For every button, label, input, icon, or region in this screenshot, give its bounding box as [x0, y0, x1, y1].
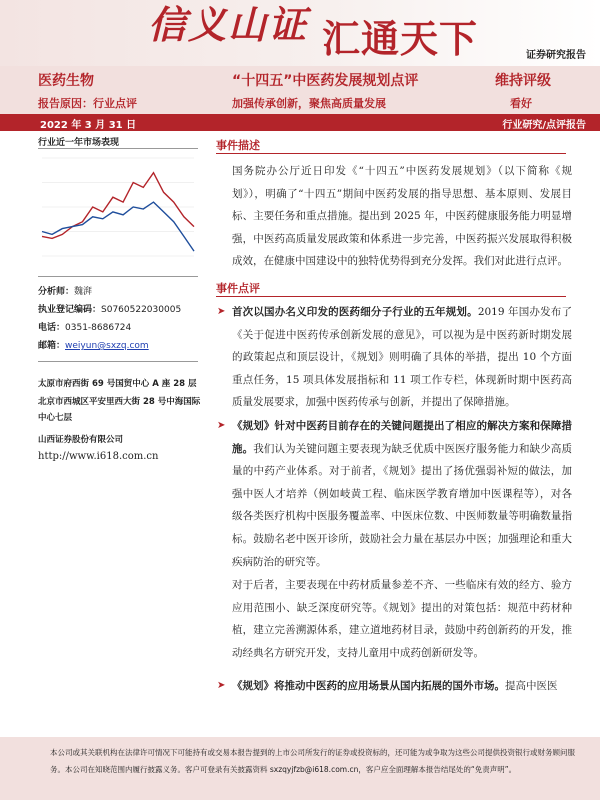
market-chart — [38, 150, 198, 270]
chart-title-wrap — [38, 135, 198, 148]
chart-series-line-2 — [42, 202, 194, 251]
paragraph-3: 对于后者，主要表现在中药材质量参差不齐、一些临床有效的经方、验方应用范围小、缺乏深度研究等。《规划》提出的对策包括：规范中药材种植，建立完善溯源体系，建立道地药材目录，鼓励中药创新药的开发，推动经典名方研究开发，支持儿童用中成药创新研发等。 — [232, 579, 572, 659]
bullet-2-lead: 《规划》针对中医药目前存在的关键问题提出了相应的解决方案和保障措施。 — [232, 420, 572, 455]
bullet-1-body: 2019 年国办发布了《关于促进中医药传承创新发展的意见》，可以视为是中医药新时期发展的政策起点和顶层设计，《规划》则明确了具体的举措，提出 10 个方面重点任务，15 项具体发展指标和 11 项工作专栏，体现新时期中医药高质量发展要求，加强中医药传承与创新，并提出了保障措施。 — [232, 306, 572, 409]
address-beijing: 北京市西城区平安里西大街 28 号中海国际中心七层 — [38, 397, 201, 423]
bullet-3-body: 提高中医医 — [505, 680, 558, 692]
phone-line — [38, 320, 131, 333]
divider — [38, 361, 198, 362]
report-reason: 报告原因：行业点评 — [38, 97, 137, 110]
analyst-line — [38, 284, 92, 297]
license-label: 执业登记编码： — [38, 305, 102, 315]
market-chart-svg — [38, 150, 198, 270]
analyst-name: 魏湃 — [74, 287, 93, 297]
bullet-3-lead: 《规划》将推动中医药的应用场景从国内拓展的国外市场。 — [232, 680, 505, 692]
section-heading-event: 事件描述 — [216, 139, 260, 152]
chart-title: 行业近一年市场表现 — [38, 138, 120, 148]
report-subtitle: 加强传承创新，聚焦高质量发展 — [232, 97, 386, 110]
disclaimer-text: 本公司或其关联机构在法律许可情况下可能持有或交易本报告提到的上市公司所发行的证券或投资标的，还可能为或争取为这些公司提供投资银行或财务顾问服务。本公司在知晓范围内履行披露义务。客户可登录有关披露资料 sxzqyjfzb@i618.com.cn，客户应全面理解本报告结尾处的“免责声明”。 — [50, 748, 575, 774]
bullet-paragraph-3 — [232, 675, 572, 698]
analyst-label: 分析师： — [38, 287, 75, 297]
bullet-arrow-icon: ➤ — [217, 306, 226, 317]
bullet-2-body: 我们认为关键问题主要表现为缺乏优质中医医疗服务能力和缺少高质量的中药产业体系。对于前者，《规划》提出了扬优强弱补短的做法，加强中医人才培养（例如岐黄工程、临床医学教育增加中医课程等），对各级各类医疗机构中医服务覆盖率、中医床位数、中医师数量等明确数量指标。鼓励名老中医开诊所，鼓励社会力量在基层办中医；加强理论和重大疾病防治的研究等。 — [232, 442, 573, 568]
bullet-paragraph-2 — [232, 415, 572, 573]
industry-label: 医药生物 — [38, 73, 94, 89]
bullet-arrow-icon: ➤ — [217, 420, 226, 431]
bullet-1-lead: 首次以国办名义印发的医药细分子行业的五年规划。 — [232, 306, 478, 318]
bullet-paragraph-1 — [232, 301, 572, 414]
report-type: 行业研究/点评报告 — [502, 120, 586, 131]
report-date: 2022 年 3 月 31 日 — [40, 120, 137, 131]
company-url[interactable]: http://www.i618.com.cn — [38, 451, 159, 462]
brand-tag: 证券研究报告 — [526, 50, 586, 61]
divider — [38, 148, 198, 149]
section-heading-comment: 事件点评 — [216, 282, 260, 295]
email-link[interactable]: weiyun@sxzq.com — [65, 341, 149, 351]
section-rule — [216, 153, 566, 154]
address-taiyuan: 太原市府西街 69 号国贸中心 A 座 28 层 — [38, 379, 197, 389]
company-name: 山西证券股份有限公司 — [38, 435, 124, 445]
license-line — [38, 302, 181, 315]
divider — [38, 276, 198, 277]
event-description: 国务院办公厅近日印发《“十四五”中医药发展规划》（以下简称《规划》），明确了“十四五”期间中医药发展的指导思想、基本原则、发展目标、主要任务和重点措施。提出到 2025 年，中医药健康服务能力明显增强，中医药高质量发展政策和体系进一步完善，中医药振兴发展取得积极成效，在健康中国建设中的独特优势得到充分发挥。我们对此进行点评。 — [232, 165, 572, 268]
report-title: “十四五”中医药发展规划点评 — [232, 73, 419, 89]
phone-label: 电话： — [38, 323, 66, 333]
email-line — [38, 338, 149, 351]
rating-label: 维持评级 — [495, 73, 551, 89]
brand-header — [0, 0, 600, 66]
email-label: 邮箱： — [38, 341, 66, 351]
license-value: S0760522030005 — [101, 305, 182, 315]
rating-value: 看好 — [510, 97, 532, 110]
phone-value: 0351-8686724 — [65, 323, 132, 333]
bullet-arrow-icon: ➤ — [217, 680, 226, 691]
section-rule — [216, 296, 566, 297]
brand-logo-text-1: 信义山证 — [148, 2, 309, 47]
brand-logo-text-2: 汇通天下 — [322, 16, 479, 61]
